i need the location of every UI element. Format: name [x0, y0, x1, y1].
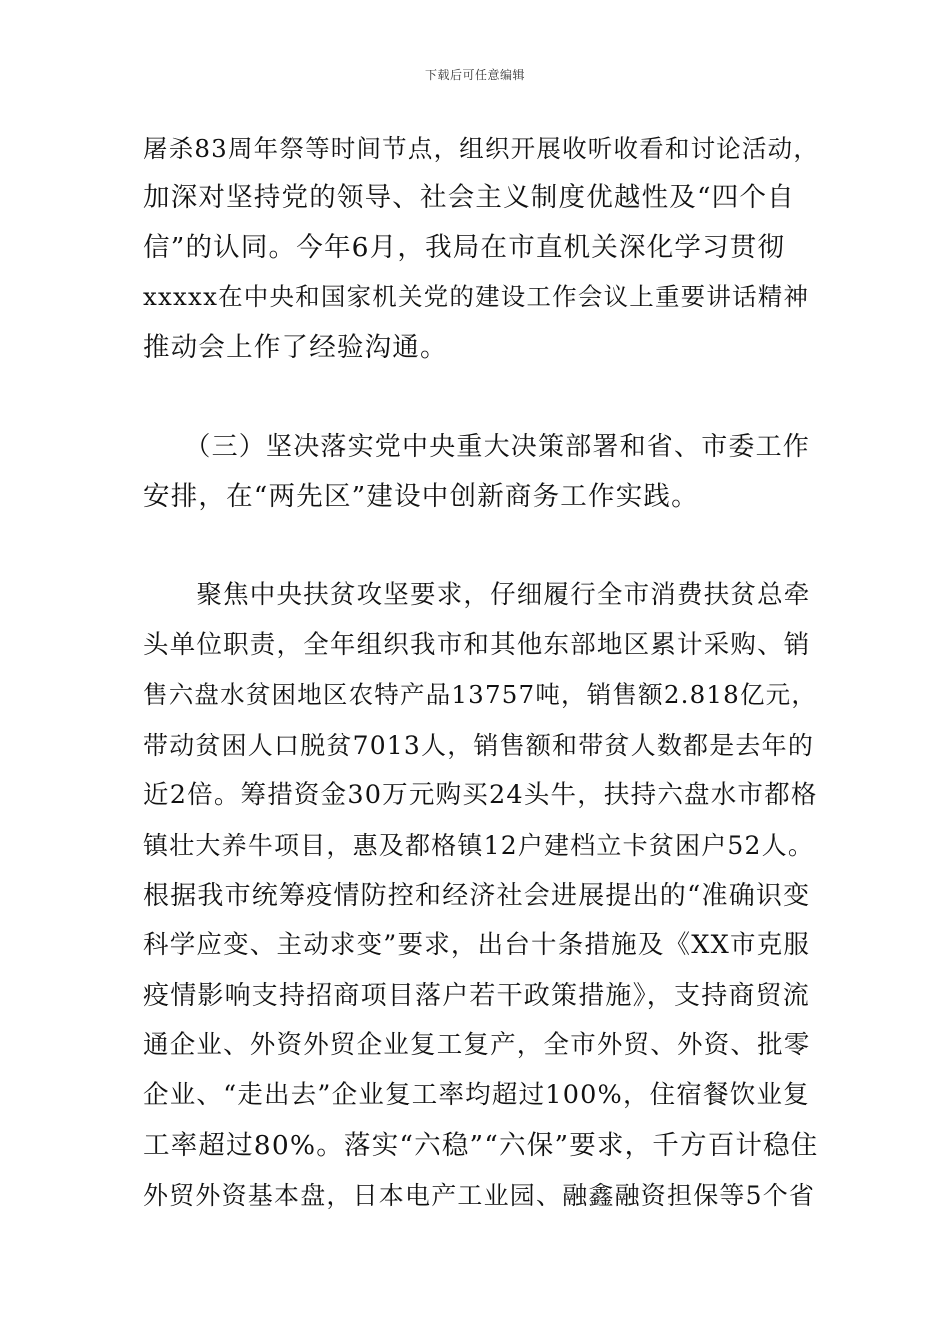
- text-line: 带动贫困人口脱贫7013人，销售额和带贫人数都是去年的: [143, 731, 815, 760]
- text-line: 科学应变、主动求变”要求，出台十条措施及《XX市克服: [143, 930, 811, 960]
- text-line: 头单位职责，全年组织我市和其他东部地区累计采购、销: [143, 630, 811, 660]
- text-line: 通企业、外资外贸企业复工复产，全市外贸、外资、批零: [143, 1030, 811, 1060]
- section-heading-line: 安排，在“两先区”建设中创新商务工作实践。: [143, 481, 699, 512]
- text-line: 根据我市统筹疫情防控和经济社会进展提出的“准确识变: [143, 881, 811, 911]
- text-line: 售六盘水贫困地区农特产品13757吨，销售额2.818亿元，: [143, 680, 818, 709]
- text-line: 企业、“走出去”企业复工率均超过100%，住宿餐饮业复: [143, 1080, 810, 1110]
- text-line: 信”的认同。今年6月，我局在市直机关深化学习贯彻: [143, 232, 786, 263]
- section-heading-line: （三）坚决落实党中央重大决策部署和省、市委工作: [143, 432, 811, 462]
- text-line: 屠杀83周年祭等时间节点，组织开展收听收看和讨论活动，: [143, 134, 820, 163]
- text-line: 工率超过80%。落实“六稳”“六保”要求，千方百计稳住: [143, 1130, 819, 1161]
- page-header: 下载后可任意编辑: [424, 68, 525, 82]
- text-line: xxxxx在中央和国家机关党的建设工作会议上重要讲话精神: [143, 282, 810, 311]
- text-line: 镇壮大养牛项目，惠及都格镇12户建档立卡贫困户52人。: [143, 831, 815, 860]
- text-line: 聚焦中央扶贫攻坚要求，仔细履行全市消费扶贫总牵: [143, 580, 811, 610]
- text-line: 推动会上作了经验沟通。: [143, 332, 448, 363]
- text-line: 外贸外资基本盘，日本电产工业园、融鑫融资担保等5个省: [143, 1181, 816, 1210]
- text-line: 疫情影响支持招商项目落户若干政策措施》，支持商贸流: [143, 981, 811, 1011]
- text-line: 近2倍。筹措资金30万元购买24头牛，扶持六盘水市都格: [143, 780, 818, 810]
- text-line: 加深对坚持党的领导、社会主义制度优越性及“四个自: [143, 182, 795, 213]
